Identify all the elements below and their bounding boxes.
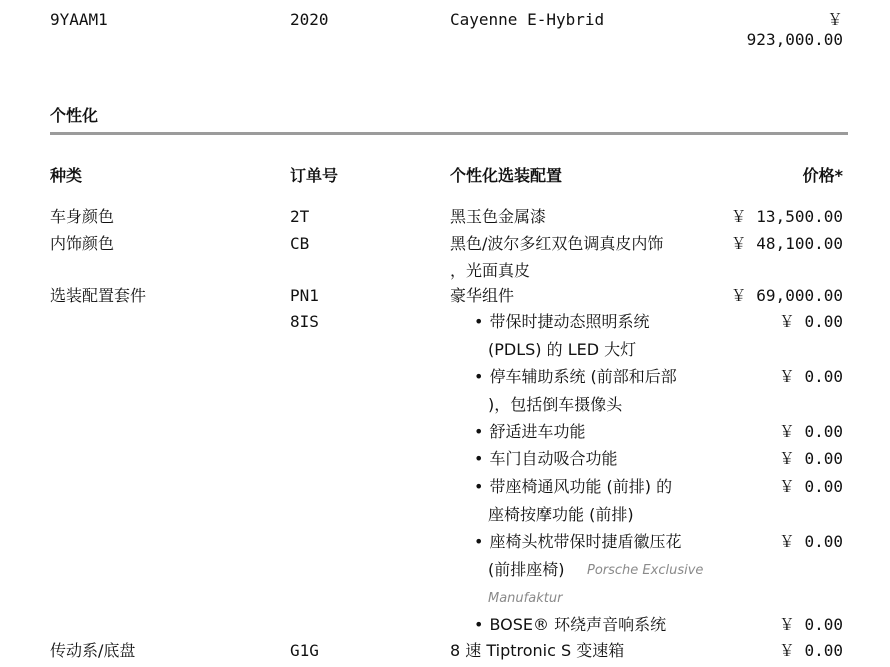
table-row-desc-line2: ，光面真皮 bbox=[450, 261, 531, 280]
table-row-category: 内饰颜色 bbox=[50, 234, 115, 253]
header-category: 种类 bbox=[50, 166, 83, 185]
package-item-line1: • 带保时捷动态照明系统 bbox=[474, 308, 649, 335]
package-item-price: ￥ 0.00 bbox=[778, 532, 843, 551]
order-code: 9YAAM1 bbox=[50, 10, 108, 29]
table-row-category: 传动系/底盘 bbox=[50, 641, 136, 660]
package-item-note2: Manufaktur bbox=[488, 591, 563, 606]
package-item-line1: • 舒适进车功能 bbox=[474, 418, 585, 445]
table-row-price: ￥ 48,100.00 bbox=[730, 234, 843, 253]
table-row-price: ￥ 0.00 bbox=[778, 641, 843, 660]
package-item-price: ￥ 0.00 bbox=[778, 449, 843, 468]
section-divider bbox=[50, 132, 848, 135]
table-row-desc: 黑玉色金属漆 bbox=[450, 207, 547, 226]
package-item-price: ￥ 0.00 bbox=[778, 312, 843, 331]
package-item-price: ￥ 0.00 bbox=[778, 367, 843, 386]
table-row-code-sub: 8IS bbox=[290, 312, 319, 331]
package-item-note1: Porsche Exclusive bbox=[587, 563, 704, 578]
section-title: 个性化 bbox=[50, 106, 99, 125]
table-row-code: 2T bbox=[290, 207, 310, 226]
package-item-line2: )，包括倒车摄像头 bbox=[488, 395, 623, 414]
header-price: 价格* bbox=[802, 166, 843, 185]
header-order-no: 订单号 bbox=[290, 166, 339, 185]
package-item-line2: (前排座椅) bbox=[488, 560, 565, 579]
table-row-desc-line1: 黑色/波尔多红双色调真皮内饰 bbox=[450, 234, 664, 253]
package-item-line1: • 停车辅助系统 (前部和后部 bbox=[474, 363, 677, 390]
model-name: Cayenne E-Hybrid bbox=[450, 10, 605, 29]
package-item-line1: • BOSE® 环绕声音响系统 bbox=[474, 611, 666, 638]
table-row-code: G1G bbox=[290, 641, 319, 660]
package-item-line2: (PDLS) 的 LED 大灯 bbox=[488, 340, 637, 359]
package-item-line1: • 座椅头枕带保时捷盾徽压花 bbox=[474, 528, 681, 555]
table-row-category: 车身颜色 bbox=[50, 207, 115, 226]
model-year: 2020 bbox=[290, 10, 329, 29]
table-row-code: CB bbox=[290, 234, 310, 253]
base-price-currency: ￥ bbox=[826, 10, 843, 29]
table-row-desc: 8 速 Tiptronic S 变速箱 bbox=[450, 641, 625, 660]
table-row-desc: 豪华组件 bbox=[450, 286, 515, 305]
header-config: 个性化选装配置 bbox=[450, 166, 563, 185]
table-row-price: ￥ 69,000.00 bbox=[730, 286, 843, 305]
table-row-code: PN1 bbox=[290, 286, 319, 305]
package-item-price: ￥ 0.00 bbox=[778, 615, 843, 634]
base-price: 923,000.00 bbox=[746, 30, 843, 49]
table-row-price: ￥ 13,500.00 bbox=[730, 207, 843, 226]
table-row-category: 选装配置套件 bbox=[50, 286, 147, 305]
package-item-line1: • 车门自动吸合功能 bbox=[474, 445, 617, 472]
package-item-line2: 座椅按摩功能 (前排) bbox=[488, 505, 634, 524]
package-item-price: ￥ 0.00 bbox=[778, 422, 843, 441]
package-item-price: ￥ 0.00 bbox=[778, 477, 843, 496]
package-item-line1: • 带座椅通风功能 (前排) 的 bbox=[474, 473, 672, 500]
